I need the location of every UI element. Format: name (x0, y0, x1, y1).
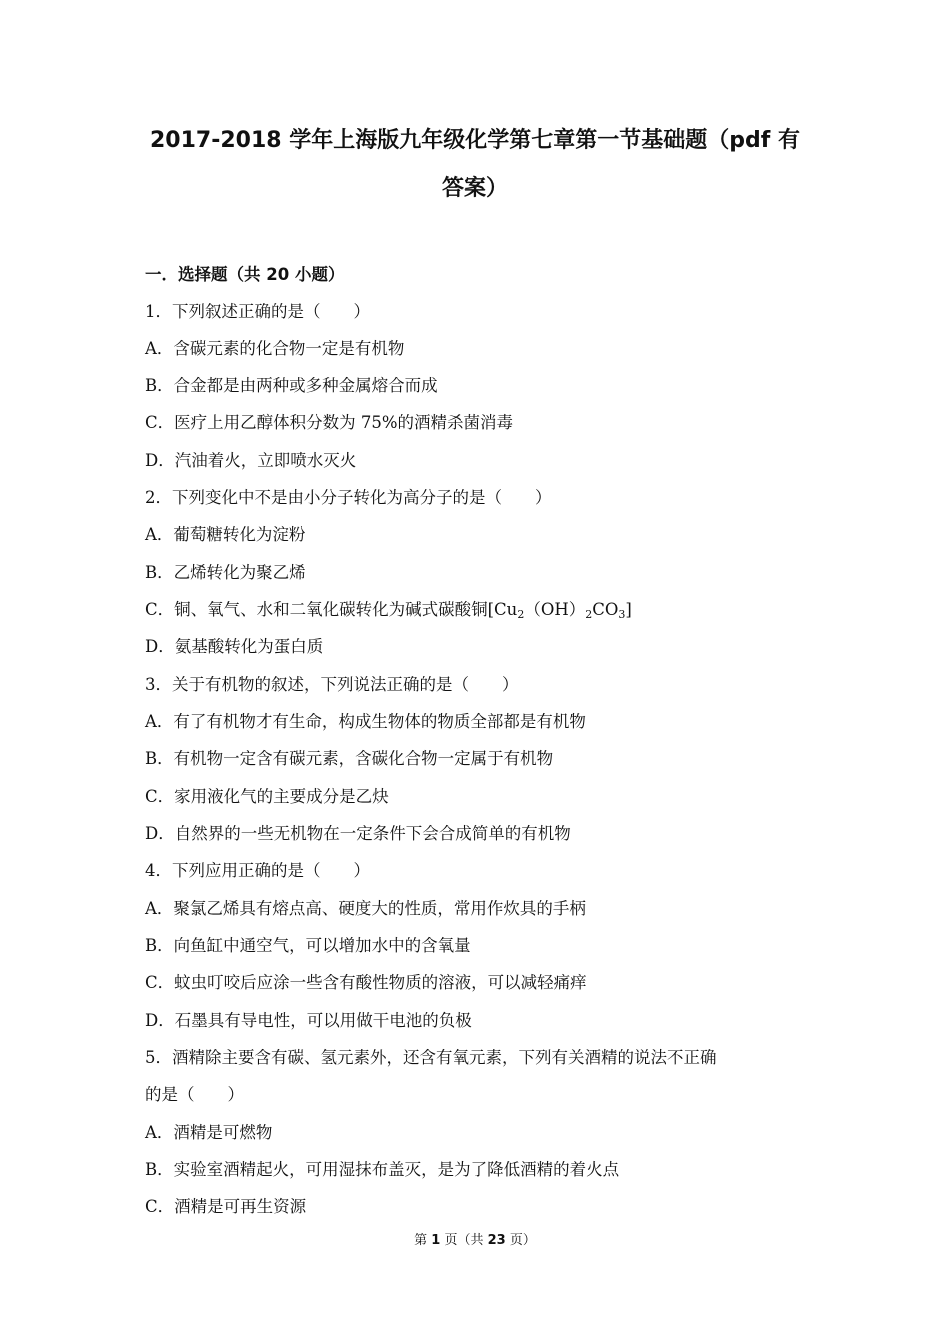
question-1-option-c: C．医疗上用乙醇体积分数为 75%的酒精杀菌消毒 (145, 413, 514, 432)
question-5-stem-line1: 5．酒精除主要含有碳、氢元素外，还含有氧元素，下列有关酒精的说法不正确 (145, 1048, 717, 1067)
document-title-line2: 答案） (441, 176, 508, 201)
total-pages: 23 (487, 1233, 506, 1248)
question-3-option-d: D．自然界的一些无机物在一定条件下会合成简单的有机物 (145, 824, 571, 843)
question-4-stem: 4．下列应用正确的是（ ） (145, 861, 370, 880)
question-1-option-b: B．合金都是由两种或多种金属熔合而成 (145, 376, 438, 395)
question-3-option-a: A．有了有机物才有生命，构成生物体的物质全部都是有机物 (145, 712, 586, 731)
footer-prefix: 第 (414, 1233, 432, 1248)
page-footer (0, 1229, 950, 1248)
question-3-option-c: C．家用液化气的主要成分是乙炔 (145, 787, 389, 806)
footer-middle: 页（共 (440, 1233, 488, 1248)
question-3-stem: 3．关于有机物的叙述，下列说法正确的是（ ） (145, 675, 519, 694)
section-heading: 一．选择题（共 20 小题） (145, 265, 345, 284)
question-5-option-c: C．酒精是可再生资源 (145, 1197, 307, 1216)
question-3-option-b: B．有机物一定含有碳元素，含碳化合物一定属于有机物 (145, 749, 554, 768)
formula-subscript: 2 (517, 608, 525, 621)
question-2-stem: 2．下列变化中不是由小分子转化为高分子的是（ ） (145, 488, 552, 507)
question-5-option-b: B．实验室酒精起火，可用湿抹布盖灭，是为了降低酒精的着火点 (145, 1160, 620, 1179)
question-4-option-d: D．石墨具有导电性，可以用做干电池的负极 (145, 1011, 472, 1030)
formula-subscript: 3 (618, 608, 626, 621)
question-2-option-b: B．乙烯转化为聚乙烯 (145, 563, 306, 582)
document-title-line1: 2017-2018 学年上海版九年级化学第七章第一节基础题（pdf 有 (150, 128, 800, 153)
formula-carbonate: CO (592, 600, 619, 619)
question-4-option-c: C．蚊虫叮咬后应涂一些含有酸性物质的溶液，可以减轻痛痒 (145, 973, 587, 992)
formula-hydroxide: （OH） (524, 600, 586, 619)
question-1-option-d: D．汽油着火，立即喷水灭火 (145, 451, 357, 470)
question-4-option-a: A．聚氯乙烯具有熔点高、硬度大的性质，常用作炊具的手柄 (145, 899, 586, 918)
question-2-option-a: A．葡萄糖转化为淀粉 (145, 525, 306, 544)
footer-suffix: 页） (505, 1233, 536, 1248)
formula-prefix: C．铜、氧气、水和二氧化碳转化为碱式碳酸铜[Cu (145, 600, 518, 619)
question-2-option-d: D．氨基酸转化为蛋白质 (145, 637, 324, 656)
question-2-option-c (145, 596, 632, 621)
formula-end: ] (625, 600, 632, 619)
question-4-option-b: B．向鱼缸中通空气，可以增加水中的含氧量 (145, 936, 471, 955)
question-1-option-a: A．含碳元素的化合物一定是有机物 (145, 339, 405, 358)
question-1-stem: 1．下列叙述正确的是（ ） (145, 302, 370, 321)
question-5-option-a: A．酒精是可燃物 (145, 1123, 273, 1142)
formula-subscript: 2 (585, 608, 593, 621)
page-number: 1 (431, 1233, 441, 1248)
question-5-stem-line2: 的是（ ） (145, 1085, 244, 1104)
